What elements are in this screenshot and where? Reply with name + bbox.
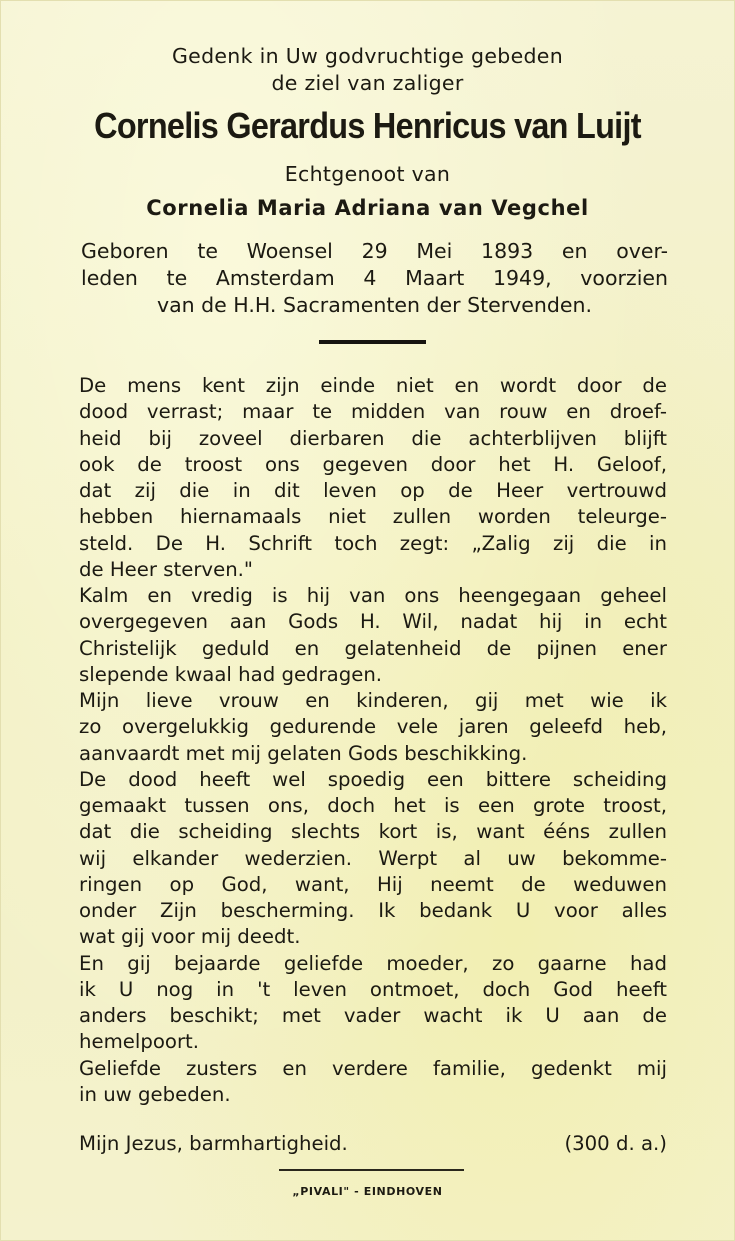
text-line: Geliefde zusters en verdere familie, gedenkt mij bbox=[79, 1056, 667, 1080]
text-line: ook de troost ons gegeven door het H. Geloof, bbox=[79, 452, 667, 476]
text-line: De dood heeft wel spoedig een bittere scheiding bbox=[79, 767, 667, 791]
closing-prayer bbox=[79, 1132, 667, 1155]
text-line: ringen op God, want, Hij neemt de weduwen bbox=[79, 872, 667, 896]
indulgence-note: (300 d. a.) bbox=[564, 1132, 667, 1155]
text-line: dat die scheiding slechts kort is, want ééns zullen bbox=[79, 820, 667, 844]
text-line: anders beschikt; met vader wacht ik U aan de bbox=[79, 1004, 667, 1027]
text-line: dat zij die in dit leven op de Heer vertrouwd bbox=[79, 479, 667, 502]
spouse-label: Echtgenoot van bbox=[284, 162, 451, 186]
text-line: in uw gebeden. bbox=[79, 1082, 231, 1106]
text-line: Kalm en vredig is hij van ons heengegaan geheel bbox=[79, 584, 667, 607]
text-line: overgegeven aan Gods H. Wil, nadat hij in echt bbox=[79, 610, 667, 634]
text-line: Christelijk geduld en gelatenheid de pijnen ener bbox=[79, 636, 667, 660]
text-line: aanvaardt met mij gelaten Gods beschikking. bbox=[79, 741, 528, 765]
text-line: hemelpoort. bbox=[79, 1030, 200, 1054]
spouse-name: Cornelia Maria Adriana van Vegchel bbox=[146, 196, 589, 220]
details-line: leden te Amsterdam 4 Maart 1949, voorzien bbox=[81, 266, 668, 290]
details-line: Geboren te Woensel 29 Mei 1893 en over- bbox=[81, 239, 668, 263]
text-line: zo overgelukkig gedurende vele jaren geleefd heb, bbox=[79, 715, 667, 739]
text-line: De mens kent zijn einde niet en wordt door de bbox=[79, 374, 667, 397]
deceased-name: Cornelis Gerardus Henricus van Luijt bbox=[94, 105, 641, 146]
text-line: hebben hiernamaals niet zullen worden teleurge- bbox=[79, 505, 667, 529]
text-line: de Heer sterven." bbox=[79, 557, 253, 581]
printer-imprint: „PIVALI" - EINDHOVEN bbox=[292, 1185, 443, 1198]
text-line: onder Zijn bescherming. Ik bedank U voor alles bbox=[79, 899, 667, 922]
prayer-text: Mijn Jezus, barmhartigheid. bbox=[79, 1132, 348, 1155]
intro-text bbox=[1, 43, 734, 97]
memorial-text bbox=[79, 373, 667, 1108]
text-line: gemaakt tussen ons, doch het is een grote troost, bbox=[79, 794, 667, 817]
intro-line: de ziel van zaliger bbox=[271, 71, 464, 95]
intro-line: Gedenk in Uw godvruchtige gebeden bbox=[171, 44, 564, 68]
footer-rule bbox=[279, 1169, 464, 1171]
text-line: dood verrast; maar te midden van rouw en droef- bbox=[79, 400, 667, 424]
birth-death-details bbox=[81, 238, 668, 319]
text-line: wij elkander wederzien. Werpt al uw bekomme- bbox=[79, 846, 667, 870]
text-line: Mijn lieve vrouw en kinderen, gij met wie ik bbox=[79, 689, 667, 712]
text-line: ik U nog in 't leven ontmoet, doch God heeft bbox=[79, 977, 667, 1001]
text-line: steld. De H. Schrift toch zegt: „Zalig zij die in bbox=[79, 531, 667, 555]
text-line: En gij bejaarde geliefde moeder, zo gaarne had bbox=[79, 951, 667, 975]
text-line: slepende kwaal had gedragen. bbox=[79, 662, 383, 686]
details-line: van de H.H. Sacramenten der Stervenden. bbox=[156, 293, 593, 317]
divider bbox=[319, 340, 426, 344]
text-line: wat gij voor mij deedt. bbox=[79, 925, 301, 949]
text-line: heid bij zoveel dierbaren die achterblijven blijft bbox=[79, 426, 667, 450]
